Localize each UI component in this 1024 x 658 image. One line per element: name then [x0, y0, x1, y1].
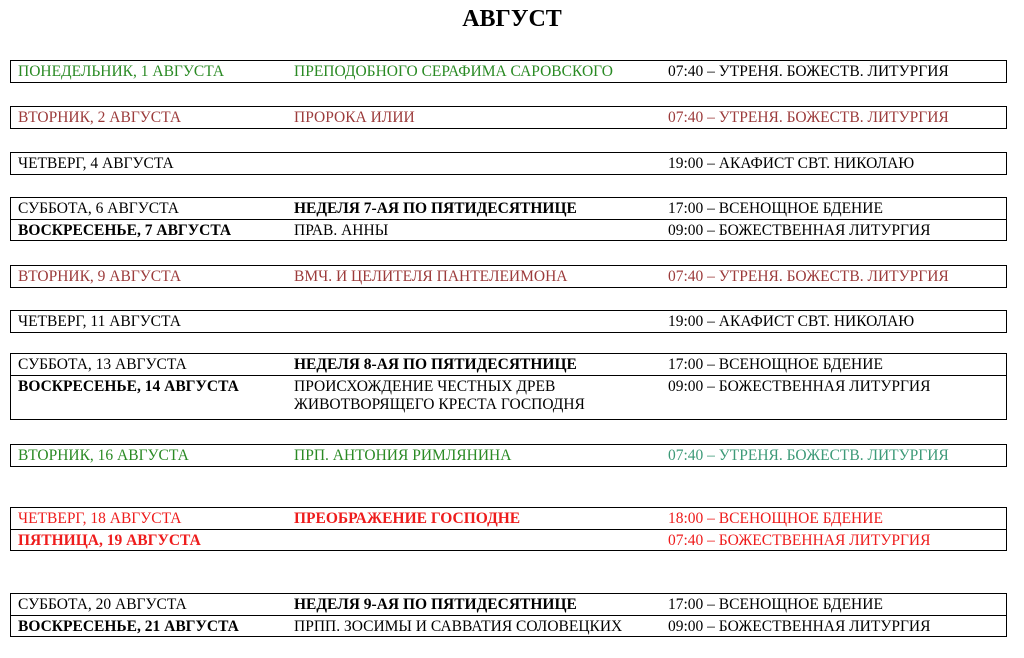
- table-row: [11, 107, 1006, 128]
- feast-cell: ПРОРОКА ИЛИИ: [294, 109, 415, 126]
- table-row: [11, 445, 1006, 466]
- table-row: [11, 594, 1006, 615]
- table-row: [11, 311, 1006, 332]
- date-cell: ЧЕТВЕРГ, 18 АВГУСТА: [18, 510, 182, 527]
- service-cell: 19:00 – АКАФИСТ СВТ. НИКОЛАЮ: [668, 155, 915, 172]
- service-cell: 07:40 – УТРЕНЯ. БОЖЕСТВ. ЛИТУРГИЯ: [668, 268, 949, 285]
- service-cell: 07:40 – БОЖЕСТВЕННАЯ ЛИТУРГИЯ: [668, 532, 931, 549]
- date-cell: ВТОРНИК, 2 АВГУСТА: [18, 109, 182, 126]
- service-cell: 07:40 – УТРЕНЯ. БОЖЕСТВ. ЛИТУРГИЯ: [668, 447, 949, 464]
- date-cell: ЧЕТВЕРГ, 4 АВГУСТА: [18, 155, 174, 172]
- date-cell: ВОСКРЕСЕНЬЕ, 7 АВГУСТА: [18, 222, 232, 239]
- feast-cell: ПРП. АНТОНИЯ РИМЛЯНИНА: [294, 447, 512, 464]
- feast-cell: ПРЕОБРАЖЕНИЕ ГОСПОДНЕ: [294, 510, 521, 527]
- service-cell: 07:40 – УТРЕНЯ. БОЖЕСТВ. ЛИТУРГИЯ: [668, 63, 949, 80]
- date-cell: СУББОТА, 6 АВГУСТА: [18, 200, 179, 217]
- table-row: [11, 615, 1006, 636]
- table-row: [11, 354, 1006, 375]
- schedule-block: [10, 106, 1007, 129]
- service-cell: 09:00 – БОЖЕСТВЕННАЯ ЛИТУРГИЯ: [668, 618, 931, 635]
- service-cell: 09:00 – БОЖЕСТВЕННАЯ ЛИТУРГИЯ: [668, 378, 931, 395]
- feast-cell: ПРОИСХОЖДЕНИЕ ЧЕСТНЫХ ДРЕВ ЖИВОТВОРЯЩЕГО КРЕСТА ГОСПОДНЯ: [294, 378, 585, 413]
- service-cell: 07:40 – УТРЕНЯ. БОЖЕСТВ. ЛИТУРГИЯ: [668, 109, 949, 126]
- feast-cell: ПРАВ. АННЫ: [294, 222, 389, 239]
- table-row: [11, 375, 1006, 419]
- schedule-block: [10, 265, 1007, 288]
- date-cell: ПОНЕДЕЛЬНИК, 1 АВГУСТА: [18, 63, 225, 80]
- table-row: [11, 266, 1006, 287]
- schedule-block: [10, 353, 1007, 420]
- date-cell: ВОСКРЕСЕНЬЕ, 14 АВГУСТА: [18, 378, 239, 395]
- schedule-block: [10, 507, 1007, 551]
- schedule-block: [10, 593, 1007, 637]
- service-cell: 17:00 – ВСЕНОЩНОЕ БДЕНИЕ: [668, 356, 883, 373]
- service-cell: 09:00 – БОЖЕСТВЕННАЯ ЛИТУРГИЯ: [668, 222, 931, 239]
- table-row: [11, 219, 1006, 240]
- date-cell: ВОСКРЕСЕНЬЕ, 21 АВГУСТА: [18, 618, 239, 635]
- date-cell: СУББОТА, 13 АВГУСТА: [18, 356, 187, 373]
- table-row: [11, 153, 1006, 174]
- table-row: [11, 529, 1006, 550]
- date-cell: ПЯТНИЦА, 19 АВГУСТА: [18, 532, 201, 549]
- service-cell: 18:00 – ВСЕНОЩНОЕ БДЕНИЕ: [668, 510, 883, 527]
- service-cell: 19:00 – АКАФИСТ СВТ. НИКОЛАЮ: [668, 313, 915, 330]
- feast-cell: НЕДЕЛЯ 8-АЯ ПО ПЯТИДЕСЯТНИЦЕ: [294, 356, 577, 373]
- feast-cell: ПРПП. ЗОСИМЫ И САВВАТИЯ СОЛОВЕЦКИХ: [294, 618, 623, 635]
- schedule-block: [10, 310, 1007, 333]
- date-cell: ВТОРНИК, 9 АВГУСТА: [18, 268, 182, 285]
- schedule-block: [10, 152, 1007, 175]
- table-row: [11, 61, 1006, 82]
- schedule-block: [10, 197, 1007, 241]
- feast-cell: ПРЕПОДОБНОГО СЕРАФИМА САРОВСКОГО: [294, 63, 613, 80]
- service-cell: 17:00 – ВСЕНОЩНОЕ БДЕНИЕ: [668, 596, 883, 613]
- service-cell: 17:00 – ВСЕНОЩНОЕ БДЕНИЕ: [668, 200, 883, 217]
- page-title: АВГУСТ: [462, 6, 562, 32]
- feast-cell: НЕДЕЛЯ 7-АЯ ПО ПЯТИДЕСЯТНИЦЕ: [294, 200, 577, 217]
- date-cell: ВТОРНИК, 16 АВГУСТА: [18, 447, 189, 464]
- date-cell: ЧЕТВЕРГ, 11 АВГУСТА: [18, 313, 181, 330]
- feast-cell: ВМЧ. И ЦЕЛИТЕЛЯ ПАНТЕЛЕИМОНА: [294, 268, 568, 285]
- schedule-block: [10, 444, 1007, 467]
- table-row: [11, 508, 1006, 529]
- date-cell: СУББОТА, 20 АВГУСТА: [18, 596, 187, 613]
- schedule-block: [10, 60, 1007, 83]
- feast-cell: НЕДЕЛЯ 9-АЯ ПО ПЯТИДЕСЯТНИЦЕ: [294, 596, 577, 613]
- table-row: [11, 198, 1006, 219]
